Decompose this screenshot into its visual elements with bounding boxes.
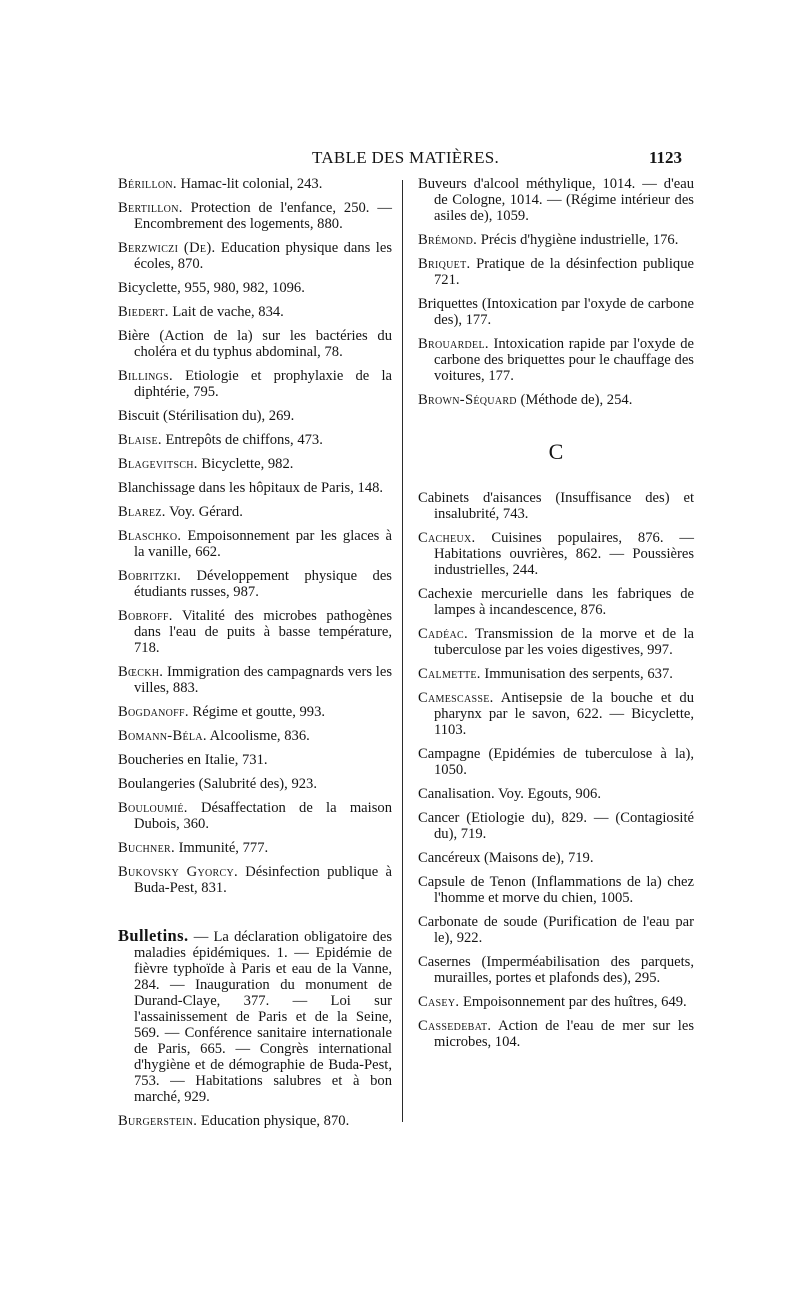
index-entry xyxy=(118,304,392,320)
entry-text: Carbonate de soude (Purification de l'eau par le), 922. xyxy=(418,914,694,946)
entry-text: Canalisation. Voy. Egouts, 906. xyxy=(418,786,601,802)
entry-text: Education physique, 870. xyxy=(200,1113,350,1129)
entry-text: Bière (Action de la) sur les bactéries du choléra et du typhus abdominal, 78. xyxy=(118,328,392,360)
entry-text: Voy. Gérard. xyxy=(169,504,243,520)
index-entry xyxy=(118,432,392,448)
index-entry xyxy=(118,200,392,232)
entry-name: Camescasse. xyxy=(418,690,494,706)
entry-name: Blaise. xyxy=(118,432,162,448)
entry-name: Bogdanoff. xyxy=(118,704,189,720)
entry-text: Cancer (Etiologie du), 829. — (Contagiosité du), 719. xyxy=(418,810,694,842)
index-group-c xyxy=(418,490,694,1050)
index-entry xyxy=(118,864,392,896)
index-entry xyxy=(418,296,694,328)
entry-name: Casey. xyxy=(418,994,460,1010)
index-entry xyxy=(418,914,694,946)
entry-text: Désinfection publique à Buda-Pest, 831. xyxy=(134,864,392,896)
entry-text: Désaffectation de la maison Dubois, 360. xyxy=(134,800,392,832)
index-entry xyxy=(418,994,694,1010)
entry-name: Cassedebat. xyxy=(418,1018,492,1034)
index-entry xyxy=(418,336,694,384)
index-entry xyxy=(118,328,392,360)
entry-name: Brown-Séquard xyxy=(418,392,517,408)
index-column-right xyxy=(418,176,694,1058)
entry-name: Calmette. xyxy=(418,666,481,682)
entry-text: Pratique de la désinfection publique 721. xyxy=(434,256,694,288)
index-entry xyxy=(418,810,694,842)
index-entry xyxy=(418,1018,694,1050)
entry-text: Empoisonnement par des huîtres, 649. xyxy=(462,994,687,1010)
entry-text: Boucheries en Italie, 731. xyxy=(118,752,268,768)
index-entry xyxy=(418,690,694,738)
index-entry xyxy=(118,408,392,424)
entry-text: Boulangeries (Salubrité des), 923. xyxy=(118,776,317,792)
entry-text: Bicyclette, 955, 980, 982, 1096. xyxy=(118,280,305,296)
entry-name: Berzwiczi (De). xyxy=(118,240,216,256)
page-title: TABLE DES MATIÈRES. xyxy=(312,148,500,167)
index-entry xyxy=(418,786,694,802)
index-entry xyxy=(118,504,392,520)
entry-name: Bulletins. xyxy=(118,926,189,945)
entry-text: Développement physique des étudiants russes, 987. xyxy=(134,568,392,600)
entry-text: Etiologie et prophylaxie de la diphtérie, 795. xyxy=(134,368,392,400)
index-entry xyxy=(118,528,392,560)
index-entry xyxy=(118,752,392,768)
entry-name: Burgerstein. xyxy=(118,1113,198,1129)
entry-text: Blanchissage dans les hôpitaux de Paris, 148. xyxy=(118,480,384,496)
index-entry xyxy=(118,728,392,744)
index-entry xyxy=(418,874,694,906)
entry-text: Hamac-lit colonial, 243. xyxy=(180,176,323,192)
entry-text: Transmission de la morve et de la tuberculose par les voies digestives, 997. xyxy=(434,626,694,658)
entry-text: — La déclaration obligatoire des maladies épidémiques. 1. — Epidémie de fièvre typhoïde à Paris et eau de la Vanne, 284. — Inauguration du monument de Durand-Claye, 377. — Loi sur l'assainissement de Paris et de la Seine, 569. — Conférence sanitaire internationale de Paris, 665. — Congrès international d'hygiène et de démographie de Buda-Pest, 753. — Habitations salubres et à bon marché, 929. xyxy=(134,929,393,1105)
section-letter: C xyxy=(548,439,564,464)
index-entry xyxy=(118,704,392,720)
entry-text: Lait de vache, 834. xyxy=(172,304,284,320)
index-column-left xyxy=(118,176,392,1137)
entry-name: Blagevitsch. xyxy=(118,456,198,472)
entry-name: Bouloumié. xyxy=(118,800,188,816)
entry-name: Cacheux. xyxy=(418,530,476,546)
entry-text: Education physique dans les écoles, 870. xyxy=(134,240,392,272)
index-entry xyxy=(118,800,392,832)
index-entry xyxy=(418,954,694,986)
index-entry xyxy=(118,664,392,696)
index-entry xyxy=(118,368,392,400)
entry-text: Cachexie mercurielle dans les fabriques de lampes à incandescence, 876. xyxy=(418,586,694,618)
entry-text: Biscuit (Stérilisation du), 269. xyxy=(118,408,295,424)
entry-name: Blaschko. xyxy=(118,528,182,544)
entry-text: Cuisines populaires, 876. — Habitations ouvrières, 862. — Poussières industrielles, 244. xyxy=(434,530,694,578)
index-entry xyxy=(418,586,694,618)
entry-name: Bertillon. xyxy=(118,200,183,216)
entry-name: Bukovsky Gyorcy. xyxy=(118,864,238,880)
entry-text: Empoisonnement par les glaces à la vanille, 662. xyxy=(134,528,392,560)
entry-text: Immunité, 777. xyxy=(178,840,269,856)
entry-text: Antisepsie de la bouche et du pharynx par le savon, 622. — Bicyclette, 1103. xyxy=(434,690,694,738)
entry-name: Cadéac. xyxy=(418,626,468,642)
entry-name: Buchner. xyxy=(118,840,175,856)
entry-name: Bomann-Béla. xyxy=(118,728,207,744)
entry-name: Bobroff. xyxy=(118,608,173,624)
column-divider xyxy=(402,180,403,1122)
index-entry xyxy=(418,666,694,682)
entry-text: Cancéreux (Maisons de), 719. xyxy=(418,850,594,866)
entry-text: Bicyclette, 982. xyxy=(201,456,294,472)
entry-text: Protection de l'enfance, 250. — Encombrement des logements, 880. xyxy=(134,200,392,232)
index-entry xyxy=(418,626,694,658)
entry-name: Brémond. xyxy=(418,232,478,248)
entry-name: Briquet. xyxy=(418,256,471,272)
index-group-b-continued xyxy=(418,176,694,408)
index-entry xyxy=(418,232,694,248)
entry-name: Biedert. xyxy=(118,304,169,320)
index-entry xyxy=(118,776,392,792)
page-number: 1123 xyxy=(648,148,682,167)
entry-text: Cabinets d'aisances (Insuffisance des) et insalubrité, 743. xyxy=(418,490,694,522)
entry-text: Casernes (Imperméabilisation des parquets, murailles, portes et plafonds des), 295. xyxy=(418,954,694,986)
index-entry xyxy=(418,746,694,778)
entry-text: (Méthode de), 254. xyxy=(520,392,633,408)
entry-name: Bérillon. xyxy=(118,176,177,192)
index-entry xyxy=(118,240,392,272)
index-entry xyxy=(118,456,392,472)
entry-text: Action de l'eau de mer sur les microbes, 104. xyxy=(434,1018,694,1050)
index-entry xyxy=(418,850,694,866)
entry-text: Immigration des campagnards vers les villes, 883. xyxy=(134,664,392,696)
index-entry xyxy=(418,176,694,224)
entry-name: Blarez. xyxy=(118,504,166,520)
index-entry xyxy=(118,840,392,856)
index-entry xyxy=(418,392,694,408)
entry-name: Bœckh. xyxy=(118,664,164,680)
entry-text: Campagne (Epidémies de tuberculose à la), 1050. xyxy=(418,746,694,778)
index-entry xyxy=(118,176,392,192)
index-entry xyxy=(118,1113,392,1129)
index-entry xyxy=(418,490,694,522)
entry-text: Entrepôts de chiffons, 473. xyxy=(165,432,323,448)
index-entry xyxy=(418,530,694,578)
entry-text: Briquettes (Intoxication par l'oxyde de carbone des), 177. xyxy=(418,296,694,328)
entry-text: Immunisation des serpents, 637. xyxy=(484,666,673,682)
entry-name: Bobritzki. xyxy=(118,568,182,584)
entry-text: Précis d'hygiène industrielle, 176. xyxy=(480,232,679,248)
index-entry xyxy=(118,928,392,1105)
index-entry xyxy=(418,256,694,288)
entry-text: Buveurs d'alcool méthylique, 1014. — d'eau de Cologne, 1014. — (Régime intérieur des asiles de), 1059. xyxy=(418,176,694,224)
index-entry xyxy=(118,480,392,496)
index-entry xyxy=(118,608,392,656)
entry-text: Alcoolisme, 836. xyxy=(209,728,310,744)
entry-name: Billings. xyxy=(118,368,173,384)
running-head xyxy=(116,148,682,172)
index-entry xyxy=(118,280,392,296)
entry-name: Brouardel. xyxy=(418,336,489,352)
entry-text: Capsule de Tenon (Inflammations de la) chez l'homme et morve du chien, 1005. xyxy=(418,874,694,906)
index-entry xyxy=(118,568,392,600)
entry-text: Régime et goutte, 993. xyxy=(192,704,326,720)
entry-text: Intoxication rapide par l'oxyde de carbone des briquettes pour le chauffage des voitures, 177. xyxy=(434,336,694,384)
entry-text: Vitalité des microbes pathogènes dans l'eau de puits à basse température, 718. xyxy=(134,608,393,656)
